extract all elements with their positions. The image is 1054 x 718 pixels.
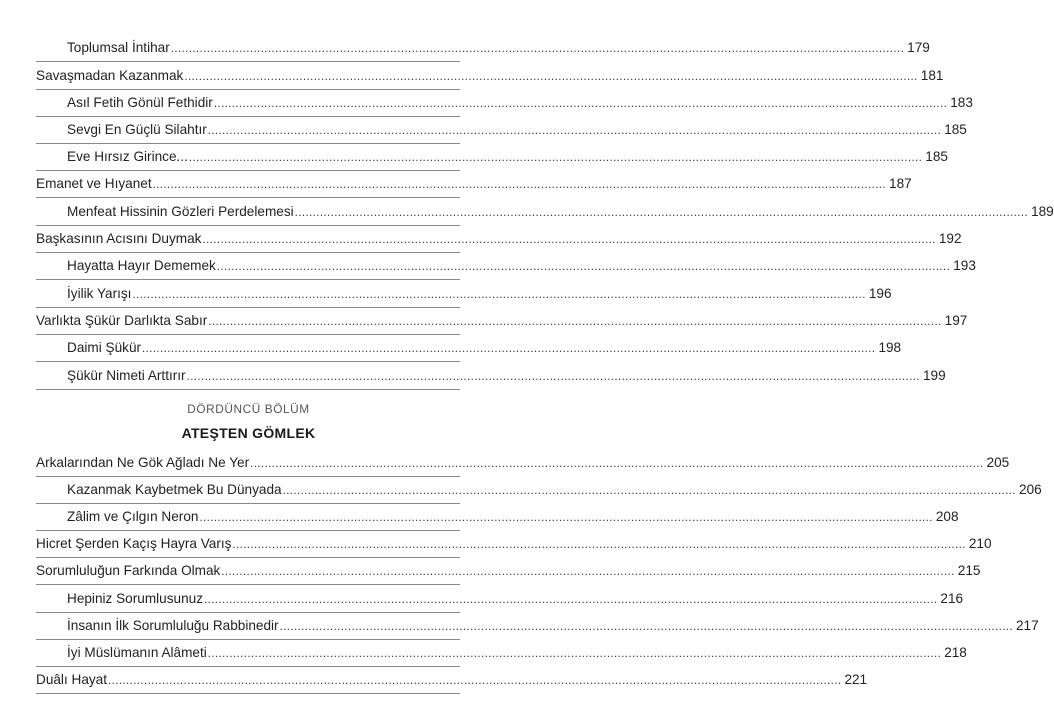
toc-entry-page-number: 221 [844, 672, 868, 687]
toc-entry-title: Hicret Şerden Kaçış Hayra Varış [36, 536, 232, 551]
dot-leader: ............................................................................................................................................................................................................ [108, 675, 842, 687]
toc-entry-page-number: 205 [986, 455, 1010, 470]
dot-leader: ............................................................................................................................................................................................................ [132, 289, 866, 301]
toc-entry [36, 65, 944, 87]
dot-leader: ............................................................................................................................................................................................................ [216, 261, 951, 273]
toc-entry [67, 119, 967, 141]
toc-entry [67, 365, 946, 387]
row-divider [36, 225, 460, 226]
dot-leader: ............................................................................................................................................................................................................ [188, 152, 923, 164]
toc-entry [67, 37, 930, 59]
toc-entry-page-number: 183 [950, 95, 973, 110]
toc-entry-title: Hayatta Hayır Dememek [67, 258, 216, 273]
toc-entry-title: Hepiniz Sorumlusunuz [67, 591, 204, 606]
dot-leader: ............................................................................................................................................................................................................ [213, 98, 948, 110]
row-divider [36, 666, 460, 667]
toc-entry [67, 201, 1054, 223]
dot-leader: ............................................................................................................................................................................................................ [199, 512, 933, 524]
toc-entry-title: Şükür Nimeti Arttırır [67, 368, 186, 383]
dot-leader: ............................................................................................................................................................................................................ [279, 621, 1013, 633]
toc-entry-title: İnsanın İlk Sorumluluğu Rabbinedir [67, 618, 279, 633]
toc-entry-page-number: 198 [878, 340, 902, 355]
toc-entry-page-number: 199 [923, 368, 946, 383]
row-divider [36, 307, 460, 308]
row-divider [36, 476, 460, 477]
dot-leader: ............................................................................................................................................................................................................ [170, 43, 905, 55]
row-divider [36, 639, 460, 640]
dot-leader: ............................................................................................................................................................................................................ [232, 539, 966, 551]
toc-entry-title: Asıl Fetih Gönül Fethidir [67, 95, 213, 110]
toc-entry-page-number: 215 [957, 563, 981, 578]
toc-entry-title: İyilik Yarışı [67, 286, 132, 301]
toc-entry-title: Sorumluluğun Farkında Olmak [36, 563, 221, 578]
toc-entry-title: Zâlim ve Çılgın Neron [67, 509, 199, 524]
dot-leader: ............................................................................................................................................................................................................ [294, 207, 1029, 219]
toc-entry-page-number: 216 [940, 591, 964, 606]
toc-entry [36, 533, 992, 555]
toc-entry-page-number: 218 [944, 645, 967, 660]
toc-entry-title: Eve Hırsız Girince... [67, 149, 188, 164]
toc-entry [67, 255, 976, 277]
row-divider [36, 503, 460, 504]
toc-entry-title: Sevgi En Güçlü Silahtır [67, 122, 207, 137]
toc-entry [67, 92, 973, 114]
toc-entry-page-number: 196 [868, 286, 892, 301]
toc-entry [67, 588, 964, 610]
row-divider [36, 584, 460, 585]
row-divider [36, 334, 460, 335]
row-divider [36, 143, 460, 144]
dot-leader: ............................................................................................................................................................................................................ [202, 234, 936, 246]
dot-leader: ............................................................................................................................................................................................................ [207, 648, 942, 660]
toc-entry-page-number: 210 [968, 536, 992, 551]
toc-entry-page-number: 206 [1019, 482, 1042, 497]
toc-entry [67, 642, 967, 664]
row-divider [36, 530, 460, 531]
row-divider [36, 116, 460, 117]
toc-entry-page-number: 181 [920, 68, 944, 83]
toc-entry-title: Duâlı Hayat [36, 672, 108, 687]
row-divider [36, 89, 460, 90]
toc-entry [67, 479, 1042, 501]
toc-entry [67, 337, 902, 359]
toc-entry [36, 452, 1010, 474]
toc-entry-title: Arkalarından Ne Gök Ağladı Ne Yer [36, 455, 250, 470]
toc-entry-page-number: 179 [907, 40, 930, 55]
toc-entry-title: Varlıkta Şükür Darlıkta Sabır [36, 313, 208, 328]
dot-leader: ............................................................................................................................................................................................................ [221, 566, 955, 578]
toc-entry-title: İyi Müslümanın Alâmeti [67, 645, 207, 660]
toc-entry-title: Kazanmak Kaybetmek Bu Dünyada [67, 482, 282, 497]
row-divider [36, 693, 460, 694]
toc-entry [67, 283, 892, 305]
dot-leader: ............................................................................................................................................................................................................ [152, 179, 887, 191]
row-divider [36, 279, 460, 280]
toc-entry-title: Başkasının Acısını Duymak [36, 231, 202, 246]
row-divider [36, 557, 460, 558]
toc-entry-page-number: 208 [935, 509, 959, 524]
section-label: DÖRDÜNCÜ BÖLÜM [187, 402, 310, 416]
toc-entry [36, 173, 912, 195]
row-divider [36, 252, 460, 253]
toc-entry-page-number: 217 [1016, 618, 1039, 633]
toc-entry [36, 310, 968, 332]
toc-entry [36, 228, 962, 250]
row-divider [36, 61, 460, 62]
toc-entry [36, 669, 868, 691]
dot-leader: ............................................................................................................................................................................................................ [250, 458, 984, 470]
toc-entry [67, 506, 959, 528]
dot-leader: ............................................................................................................................................................................................................ [207, 125, 942, 137]
section-title: ATEŞTEN GÖMLEK [181, 425, 316, 441]
toc-entry-page-number: 185 [925, 149, 948, 164]
toc-entry [67, 146, 948, 168]
toc-entry-page-number: 189 [1031, 204, 1054, 219]
row-divider [36, 389, 460, 390]
toc-entry-title: Daimi Şükür [67, 340, 142, 355]
toc-entry-title: Emanet ve Hıyanet [36, 176, 152, 191]
dot-leader: ............................................................................................................................................................................................................ [282, 485, 1017, 497]
toc-entry-title: Savaşmadan Kazanmak [36, 68, 184, 83]
toc-entry-page-number: 197 [944, 313, 968, 328]
row-divider [36, 197, 460, 198]
toc-entry [36, 560, 981, 582]
toc-entry-title: Menfeat Hissinin Gözleri Perdelemesi [67, 204, 294, 219]
dot-leader: ............................................................................................................................................................................................................ [184, 71, 918, 83]
dot-leader: ............................................................................................................................................................................................................ [204, 594, 938, 606]
row-divider [36, 612, 460, 613]
toc-entry-page-number: 185 [944, 122, 967, 137]
toc-entry-page-number: 193 [953, 258, 976, 273]
toc-entry [67, 615, 1039, 637]
toc-entry-title: Toplumsal İntihar [67, 40, 170, 55]
toc-entry-page-number: 192 [938, 231, 962, 246]
dot-leader: ............................................................................................................................................................................................................ [186, 371, 920, 383]
dot-leader: ............................................................................................................................................................................................................ [208, 316, 942, 328]
dot-leader: ............................................................................................................................................................................................................ [142, 343, 876, 355]
row-divider [36, 170, 460, 171]
row-divider [36, 361, 460, 362]
toc-entry-page-number: 187 [889, 176, 912, 191]
